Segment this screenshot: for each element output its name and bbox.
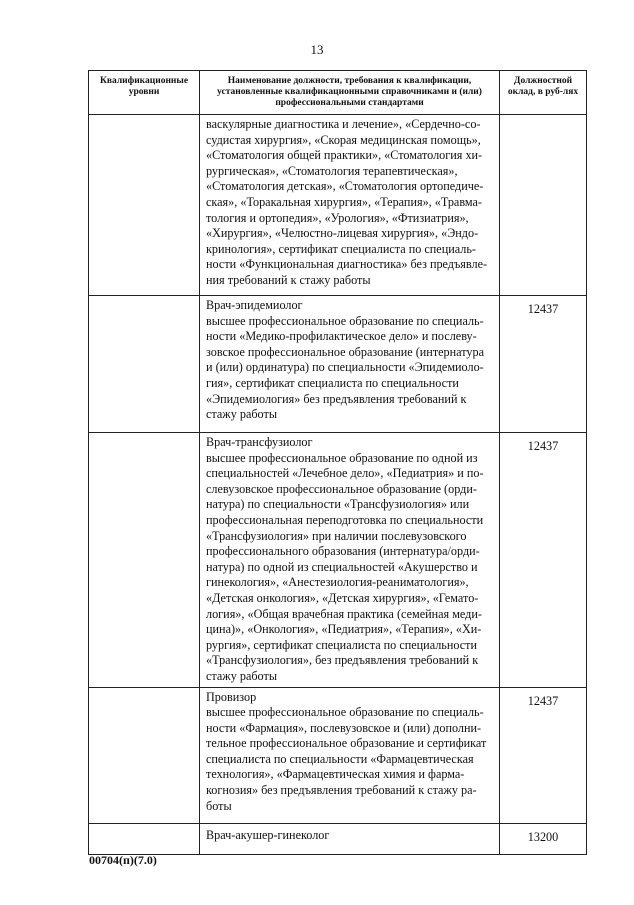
header-salary: Должностной оклад, в руб-лях xyxy=(500,71,587,115)
table-row xyxy=(89,115,587,296)
position-description-cell xyxy=(200,296,500,433)
qualification-level-cell xyxy=(89,823,200,854)
position-title: Врач-трансфузиолог xyxy=(206,435,313,449)
qualification-level-cell xyxy=(89,687,200,823)
table-row xyxy=(89,296,587,433)
salary-cell: 12437 xyxy=(500,687,587,823)
salary-cell: 13200 xyxy=(500,823,587,854)
table-row xyxy=(89,687,587,823)
qualification-level-cell xyxy=(89,296,200,433)
position-description-cell xyxy=(200,687,500,823)
requirements-text: васкулярные диагностика и лечение», «Сердечно-со- судистая хирургия», «Скорая медицинская помощь», «Стоматология общей практики», «Стоматология хи- рургическая», «Стоматология терапевтическая», «Стоматология детская», «Стоматология ортопедиче- ская», «Торакальная хирургия», «Терапия», «Травма- тология и ортопедия», «Урология», «Фтизиатрия», «Хирургия», «Челюстно-лицевая хирургия», «Эндо- кринология», сертификат специалиста по специаль- ности «Функциональная диагностика» без предъявле- ния требований к стажу работы xyxy=(206,117,488,287)
salary-cell xyxy=(500,115,587,296)
salary-cell: 12437 xyxy=(500,433,587,688)
position-title: Врач-эпидемиолог xyxy=(206,298,303,312)
position-title: Провизор xyxy=(206,689,257,704)
requirements-text: высшее профессиональное образование по специаль- ности «Медико-профилактическое дело» и послеву- зовское профессиональное образование (интернатура и (или) ординатура) по специальности «Эпидемиоло- гия», сертификат специалиста по специальности «Эпидемиология» без предъявления требований к стажу работы xyxy=(206,313,485,422)
qualification-level-cell xyxy=(89,115,200,296)
requirements-text: высшее профессиональное образование по специаль- ности «Фармация», послевузовское и (или) дополни- тельное профессиональное образование и сертификат специалиста по специальности «Фармацевтическая технология», «Фармацевтическая химия и фарма- когнозия» без предъявления требований к стажу ра- боты xyxy=(206,705,487,813)
page-number: 13 xyxy=(310,42,324,57)
header-position-requirements: Наименование должности, требования к квалификации, установленные квалификационными справочниками и (или) профессиональными стандартами xyxy=(200,71,500,115)
position-description-cell xyxy=(200,115,500,296)
table-row xyxy=(89,433,587,688)
requirements-text: высшее профессиональное образование по одной из специальностей «Лечебное дело», «Педиатрия» и по- слевузовское профессиональное образование (орди- натура) по специальности «Трансфузиология» или профессиональная переподготовка по специальности «Трансфузиология» при наличии послевузовского профессионального образования (интернатура/орди- натура) по одной из специальностей «Акушерство и гинекология», «Анестезиология-реаниматология», «Детская онкология», «Детская хирургия», «Гемато- логия», «Общая врачебная практика (семейная меди- цина)», «Онкология», «Педиатрия», «Терапия», «Хи- рургия», сертификат специалиста по специальности «Трансфузиология», без предъявления требований к стажу работы xyxy=(206,450,484,683)
document-code: 00704(п)(7.0) xyxy=(89,853,157,867)
qualification-level-cell xyxy=(89,433,200,688)
position-title: Врач-акушер-гинеколог xyxy=(206,827,330,842)
table-row xyxy=(89,823,587,854)
qualification-table xyxy=(88,70,587,855)
table-header-row xyxy=(89,71,587,115)
position-description-cell xyxy=(200,433,500,688)
position-description-cell xyxy=(200,823,500,854)
salary-cell: 12437 xyxy=(500,296,587,433)
header-qualification-levels: Квалификационные уровни xyxy=(89,71,200,115)
